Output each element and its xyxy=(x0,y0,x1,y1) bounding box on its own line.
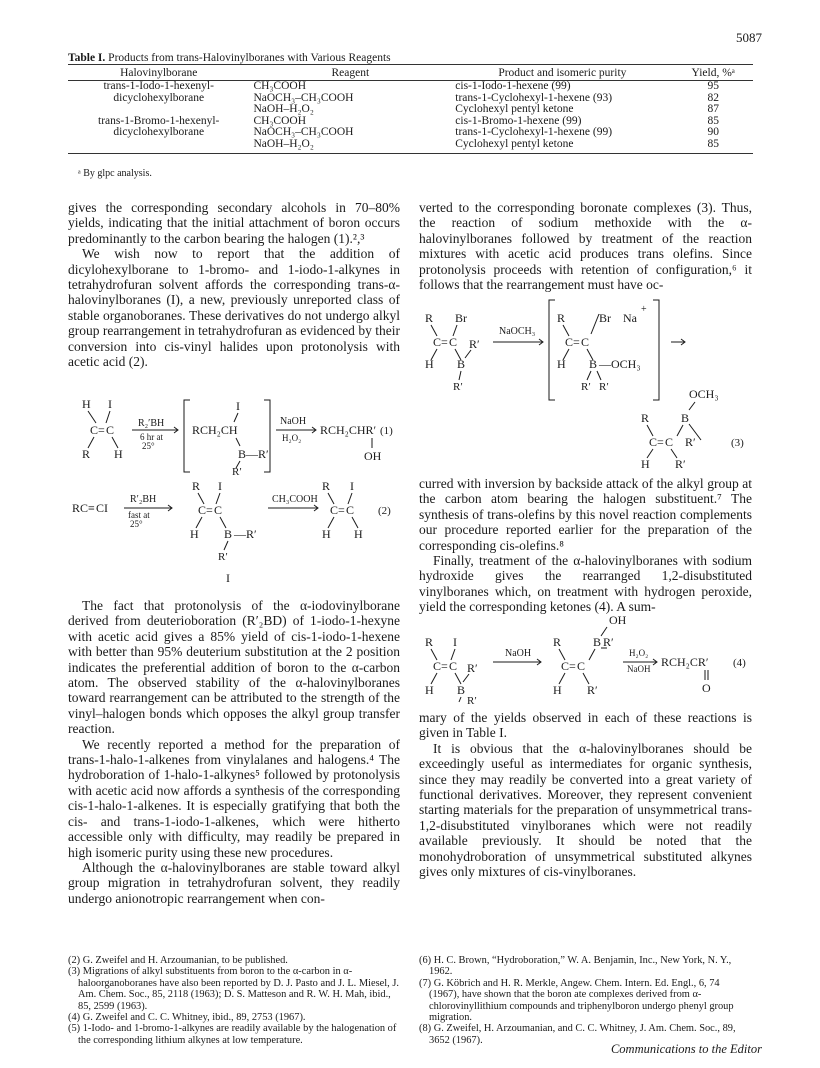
svg-text:C: C xyxy=(581,335,590,349)
svg-text:=: = xyxy=(206,503,213,517)
right-column-middle xyxy=(419,476,752,615)
svg-text:R: R xyxy=(192,479,201,493)
svg-text:R′: R′ xyxy=(232,466,242,476)
alkyne: RC xyxy=(72,501,89,515)
compound-label: I xyxy=(226,571,230,585)
svg-text:=: = xyxy=(441,659,448,673)
cell-borane xyxy=(68,139,249,153)
svg-text:=: = xyxy=(569,659,576,673)
svg-text:H: H xyxy=(425,357,434,371)
paragraph: We wish now to report that the addition of dicylohexylborane to 1-bromo- and 1-iodo-1-alkynes in tetrahydrofuran solvent affords the corresponding trans-α-halovinylboranes (I), a new, previously unreported class of stable organoboranes. These derivatives do not undergo alkyl group rearrangement in tetrahydrofuran as evidenced by their conversion into cis-vinyl halides upon protonolysis with acetic acid (2). xyxy=(68,246,400,370)
svg-text:Br: Br xyxy=(455,311,467,325)
svg-text:—: — xyxy=(246,447,258,461)
cell-reagent: NaOH–H₂O₂ xyxy=(249,139,451,153)
table-caption xyxy=(68,52,391,64)
reaction-scheme-2 xyxy=(68,478,403,588)
table-row xyxy=(68,93,753,105)
table-row xyxy=(68,81,753,93)
equation-number: (2) xyxy=(378,505,391,517)
svg-text:Na: Na xyxy=(623,311,637,325)
reference: (5) 1-Iodo- and 1-bromo-1-alkynes are readily available by the halogenation of the corresponding lithium alkynes at low temperature. xyxy=(68,1023,397,1046)
svg-text:NaOH: NaOH xyxy=(280,416,307,427)
svg-text:Br: Br xyxy=(599,311,611,325)
cell-product: cis-1-Iodo-1-hexene (99) xyxy=(455,80,571,92)
svg-text:I: I xyxy=(218,479,222,493)
svg-text:R′: R′ xyxy=(581,381,591,393)
paragraph: The fact that protonolysis of the α-iodovinylborane derived from deuterioboration (R′₂BD) of 1-iodo-1-hexyne with acetic acid gives a 85% yield of cis-1-iodo-1-hexene with better than 95% deuterium substitution at the 2 position indicates the preferential addition of boron to the α-carbon atom. The observed stability of the α-halovinylboranes toward rearrangement can be attributed to the strength of the vinyl–halogen bonds which opposes the alkyl group transfer reaction. xyxy=(68,598,400,737)
svg-text:=: = xyxy=(657,435,664,449)
svg-text:H: H xyxy=(322,527,331,541)
cell-reagent: NaOH–H₂O₂ xyxy=(253,103,314,116)
svg-text:H: H xyxy=(641,457,650,471)
cell-reagent: CH₃COOH xyxy=(253,80,307,92)
table-label: Table I. xyxy=(68,52,106,64)
svg-text:B: B xyxy=(224,527,233,541)
svg-text:B: B xyxy=(457,683,466,697)
svg-text:=: = xyxy=(573,335,580,349)
reference: (3) Migrations of alkyl substituents from boron to the α-carbon in α-haloorganoboranes have also been reported by D. J. Pasto and J. L. Miesel, J. Am. Chem. Soc., 85, 2118 (1963); D. S. Matteson and R. W. H. Mah, ibid., 85, 2599 (1963). xyxy=(68,966,399,1012)
svg-text:NaOH: NaOH xyxy=(627,664,651,674)
cell-yield: 90 xyxy=(707,126,719,139)
svg-text:C: C xyxy=(433,335,442,349)
svg-text:=: = xyxy=(338,503,345,517)
cell-product: Cyclohexyl pentyl ketone xyxy=(455,103,574,116)
svg-text:C: C xyxy=(449,659,458,673)
svg-text:+: + xyxy=(641,304,647,315)
reference: (8) G. Zweifel, H. Arzoumanian, and C. C. Whitney, J. Am. Chem. Soc., 89, 3652 (1967). xyxy=(419,1023,736,1046)
cell-yield: 85 xyxy=(707,114,719,127)
svg-text:fast at: fast at xyxy=(128,510,150,520)
cell-reagent: NaOCH₃–CH₃COOH xyxy=(253,91,354,104)
atom-i: I xyxy=(108,397,112,411)
svg-text:C: C xyxy=(577,659,586,673)
table-title: Products from trans-Halovinylboranes with Various Reagents xyxy=(108,52,391,64)
cell-borane: trans-1-Bromo-1-hexenyl- xyxy=(98,114,220,127)
paragraph: gives the corresponding secondary alcohols in 70–80% yields, indicating that the initial attachment of boron occurs predominantly to the carbon bearing the halogen (1).²,³ xyxy=(68,200,400,246)
svg-text:R: R xyxy=(425,635,434,649)
svg-text:I: I xyxy=(350,479,354,493)
svg-text:R′: R′ xyxy=(246,527,257,541)
svg-text:H: H xyxy=(114,447,123,461)
cell-yield: 95 xyxy=(707,80,719,92)
svg-text:C: C xyxy=(106,423,115,437)
svg-text:=: = xyxy=(98,423,105,437)
svg-text:H₂O₂: H₂O₂ xyxy=(282,433,302,443)
svg-text:C: C xyxy=(449,335,458,349)
svg-text:NaOH: NaOH xyxy=(505,648,532,659)
equation-number: (4) xyxy=(733,657,746,669)
cell-product: trans-1-Cyclohexyl-1-hexene (99) xyxy=(455,126,613,139)
svg-text:R: R xyxy=(82,447,91,461)
cell-product: Cyclohexyl pentyl ketone xyxy=(451,139,673,153)
svg-text:B: B xyxy=(589,357,598,371)
svg-text:B: B xyxy=(457,357,466,371)
svg-text:I: I xyxy=(453,635,457,649)
cell-borane: dicyclohexylborane xyxy=(113,91,205,104)
paragraph: curred with inversion by backside attack of the alkyl group at the carbon atom bearing the halogen substituent.⁷ The synthesis of trans-olefins by this novel reaction complements our procedure reported earlier for the preparation of the corresponding cis-olefins.⁸ xyxy=(419,476,752,553)
paragraph: mary of the yields observed in each of these reactions is given in Table I. xyxy=(419,710,752,741)
atom-h: H xyxy=(82,397,91,411)
svg-text:=: = xyxy=(441,335,448,349)
svg-text:O: O xyxy=(702,681,711,695)
svg-text:R′: R′ xyxy=(599,381,609,393)
svg-text:R′: R′ xyxy=(587,683,598,697)
yield-table xyxy=(68,64,753,154)
svg-text:H₂O₂: H₂O₂ xyxy=(629,648,649,658)
svg-text:C: C xyxy=(346,503,355,517)
cell-borane: dicyclohexylborane xyxy=(113,126,205,139)
svg-text:R: R xyxy=(425,311,434,325)
svg-text:CI: CI xyxy=(96,501,108,515)
svg-text:—: — xyxy=(599,357,611,371)
svg-text:R′: R′ xyxy=(675,457,686,471)
header-yield: Yield, %ᵃ xyxy=(673,65,753,81)
header-product: Product and isomeric purity xyxy=(451,65,673,81)
svg-text:R: R xyxy=(557,311,566,325)
product-ketone: RCH₂CR′ xyxy=(661,655,709,669)
svg-text:C: C xyxy=(561,659,570,673)
cell-reagent: NaOCH₃–CH₃COOH xyxy=(253,126,354,139)
svg-text:NaOCH₃: NaOCH₃ xyxy=(499,326,536,337)
cell-yield: 82 xyxy=(707,91,719,104)
svg-text:OCH₃: OCH₃ xyxy=(689,387,719,401)
svg-text:H: H xyxy=(190,527,199,541)
svg-text:B: B xyxy=(238,447,247,461)
svg-text:R′: R′ xyxy=(218,551,228,563)
svg-text:OH: OH xyxy=(364,449,382,463)
svg-text:C: C xyxy=(90,423,99,437)
svg-text:25°: 25° xyxy=(130,519,143,529)
svg-text:R′: R′ xyxy=(685,435,696,449)
svg-text:B: B xyxy=(681,411,690,425)
reagent-r2bh: R₂′BH xyxy=(138,418,165,429)
svg-text:C: C xyxy=(649,435,658,449)
table-header-row xyxy=(68,65,753,81)
header-reagent: Reagent xyxy=(249,65,451,81)
cell-borane: trans-1-Iodo-1-hexenyl- xyxy=(103,80,214,92)
equation-number: (1) xyxy=(380,425,393,437)
paragraph: We recently reported a method for the preparation of trans-1-halo-1-alkenes from vinylalanes and halogens.⁴ The hydroboration of 1-halo-1-alkynes⁵ followed by protonolysis with acetic acid now affords a synthesis of the corresponding cis-1-halo-1-alkenes. It is especially gratifying that both the cis- and trans-1-iodo-1-alkenes, which were hitherto accessible only with difficulty, may readily be prepared in high isomeric purity using these new procedures. xyxy=(68,736,400,860)
cell-product: trans-1-Cyclohexyl-1-hexene (93) xyxy=(455,91,613,104)
left-column-bottom xyxy=(68,598,400,906)
svg-text:C: C xyxy=(198,503,207,517)
reference: (6) H. C. Brown, “Hydroboration,” W. A. Benjamin, Inc., New York, N. Y., 1962. xyxy=(419,955,732,978)
reaction-scheme-1 xyxy=(68,396,403,476)
svg-text:OH: OH xyxy=(609,616,627,627)
svg-text:C: C xyxy=(433,659,442,673)
paragraph: It is obvious that the α-halovinylboranes should be exceedingly useful as intermediates for organic synthesis, since they may readily be converted into a great variety of functional derivatives. Moreover, they represent convenient starting materials for the preparation of unsymmetrical trans-1,2-disubstituted vinylboranes which were not readily available previously. It should be noted that the monohydroboration of unsymmetrical substituted alkynes gives only mixtures of cis-vinylboranes. xyxy=(419,740,752,880)
paragraph: verted to the corresponding boronate complexes (3). Thus, the reaction of sodium methoxide with the α-halovinylboranes followed by treatment of the reaction mixtures with acetic acid produces trans olefins. Since protonolysis proceeds with retention of configuration,⁶ it follows that the rearrangement must have oc- xyxy=(419,200,752,293)
svg-text:H: H xyxy=(354,527,363,541)
references-left xyxy=(68,955,400,1046)
svg-text:R′₂BH: R′₂BH xyxy=(130,494,157,505)
svg-text:R: R xyxy=(553,635,562,649)
svg-text:R′: R′ xyxy=(467,661,478,675)
right-column-top xyxy=(419,200,752,292)
journal-section-footer: Communications to the Editor xyxy=(610,1042,762,1056)
svg-text:6 hr at: 6 hr at xyxy=(140,432,163,442)
svg-text:R′: R′ xyxy=(603,635,614,649)
svg-text:R′: R′ xyxy=(258,447,269,461)
svg-text:C: C xyxy=(665,435,674,449)
svg-text:H: H xyxy=(553,683,562,697)
svg-text:25°: 25° xyxy=(142,441,155,451)
svg-text:R: R xyxy=(641,411,650,425)
paragraph: Finally, treatment of the α-halovinylboranes with sodium hydroxide gives the rearranged 1,2-disubstituted vinylboranes which, on treatment with hydrogen peroxide, yield the corresponding ketones (4). A sum- xyxy=(419,553,752,615)
svg-text:H: H xyxy=(425,683,434,697)
product-alcohol: RCH₂CHR′ xyxy=(320,423,377,437)
reference: (2) G. Zweifel and H. Arzoumanian, to be published. xyxy=(68,955,288,966)
svg-text:R′: R′ xyxy=(467,695,477,704)
table-footnote: ᵃ By glpc analysis. xyxy=(78,168,152,179)
svg-text:H: H xyxy=(557,357,566,371)
equation-number: (3) xyxy=(731,437,744,449)
paragraph: Although the α-halovinylboranes are stable toward alkyl group migration in tetrahydrofuran solvent, they readily undergo anionotropic rearrangement when con- xyxy=(68,859,400,906)
right-column-bottom xyxy=(419,710,752,879)
cell-yield: 87 xyxy=(707,103,719,116)
svg-text:R′: R′ xyxy=(469,337,480,351)
table-row xyxy=(68,139,753,153)
cell-product: cis-1-Bromo-1-hexene (99) xyxy=(455,114,582,127)
page-number: 5087 xyxy=(736,30,762,45)
svg-text:C: C xyxy=(330,503,339,517)
cell-yield: 85 xyxy=(673,139,753,153)
svg-text:CH₃COOH: CH₃COOH xyxy=(272,494,318,505)
svg-text:B: B xyxy=(593,635,602,649)
svg-text:OCH₃: OCH₃ xyxy=(611,357,641,371)
svg-text:—: — xyxy=(234,527,246,541)
svg-text:R′: R′ xyxy=(453,381,463,393)
svg-text:R: R xyxy=(322,479,331,493)
svg-text:≡: ≡ xyxy=(88,501,95,515)
reaction-scheme-3 xyxy=(419,296,754,471)
reference: (7) G. Köbrich and H. R. Merkle, Angew. Chem. Intern. Ed. Engl., 6, 74 (1967), have shown that the boron ate complexes derived from α-chlorovinyllithium compounds and triphenylboron undergo phenyl group migration. xyxy=(419,977,734,1024)
table-row xyxy=(68,127,753,139)
header-halovinylborane: Halovinylborane xyxy=(68,65,249,81)
references-right xyxy=(419,955,752,1046)
reference: (4) G. Zweifel and C. C. Whitney, ibid., 89, 2753 (1967). xyxy=(68,1012,306,1024)
intermediate: RCH₂CH xyxy=(192,423,238,437)
svg-text:C: C xyxy=(565,335,574,349)
reaction-scheme-4 xyxy=(419,616,754,704)
svg-text:I: I xyxy=(236,399,240,413)
cell-reagent: CH₃COOH xyxy=(253,114,307,127)
left-column-top xyxy=(68,200,400,369)
svg-text:C: C xyxy=(214,503,223,517)
